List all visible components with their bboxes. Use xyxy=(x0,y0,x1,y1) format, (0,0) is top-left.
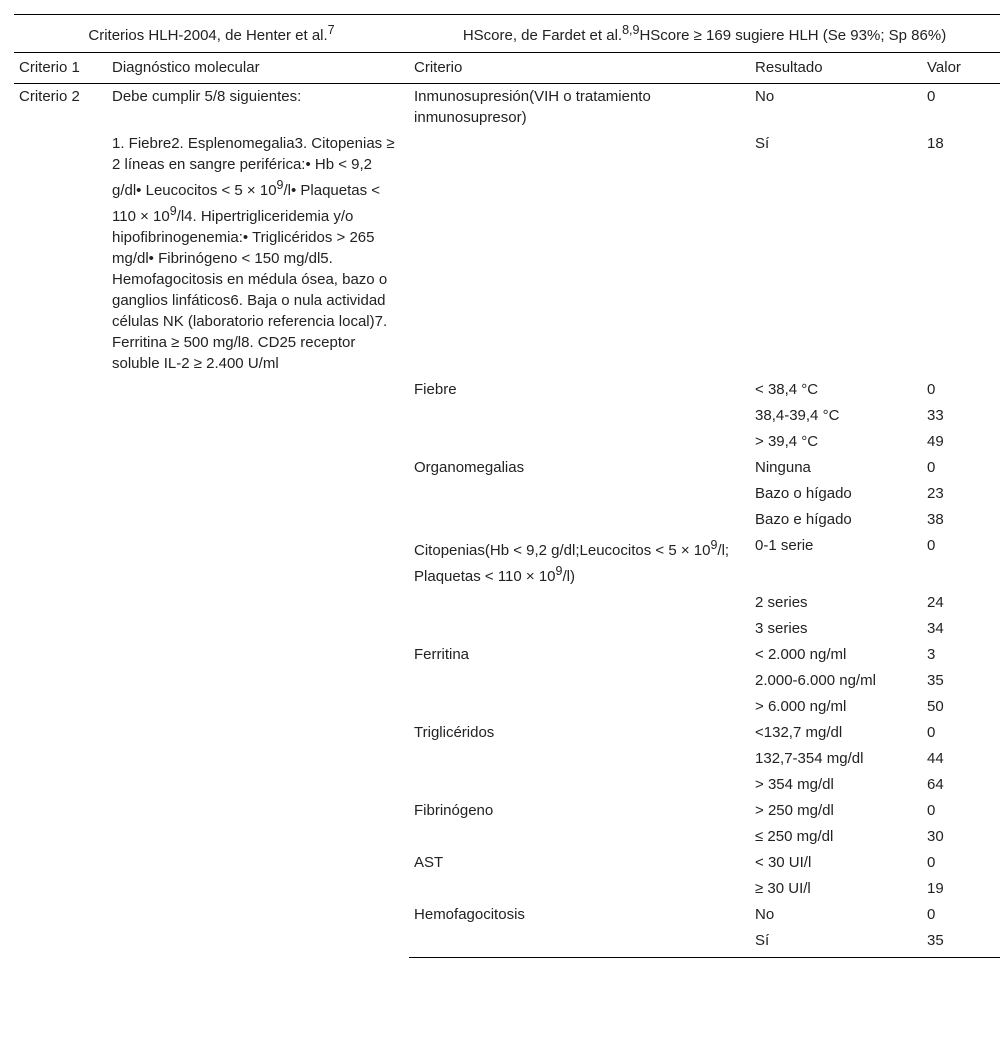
hscore-value: 0 xyxy=(927,88,936,105)
hscore-result: No xyxy=(755,88,775,105)
hscore-criterion: Fibrinógeno xyxy=(414,802,494,819)
hscore-result: 0-1 serie xyxy=(755,537,814,554)
hscore-criterion xyxy=(409,668,750,694)
criterio-2-cell: Criterio 2 xyxy=(19,88,80,105)
superscript: 9 xyxy=(169,204,177,218)
hscore-group-header xyxy=(409,15,1000,53)
hscore-criterion xyxy=(409,403,750,429)
col-criterio: Criterio xyxy=(409,53,750,84)
hscore-criterion xyxy=(409,694,750,720)
superscript: 9 xyxy=(555,564,563,578)
hscore-value: 44 xyxy=(927,750,944,767)
hscore-criterion xyxy=(409,616,750,642)
criteria-list xyxy=(107,131,409,377)
hscore-result: ≥ 30 UI/l xyxy=(755,880,811,897)
superscript: 9 xyxy=(710,538,718,552)
hscore-criterion xyxy=(409,928,750,958)
group-header-row xyxy=(14,15,1000,53)
hscore-result: > 39,4 °C xyxy=(755,433,819,450)
hscore-value: 38 xyxy=(927,511,944,528)
hscore-result: Bazo e hígado xyxy=(755,511,852,528)
hscore-value: 50 xyxy=(927,698,944,715)
hscore-criterion xyxy=(409,746,750,772)
column-header-row xyxy=(14,53,1000,84)
col-diagnostico-molecular: Diagnóstico molecular xyxy=(107,53,409,84)
superscript: 9 xyxy=(276,178,284,192)
hscore-result: Sí xyxy=(755,135,770,152)
hscore-value: 33 xyxy=(927,407,944,424)
hscore-result: 2 series xyxy=(755,594,808,611)
hscore-value: 0 xyxy=(927,381,936,398)
hscore-title: HScore, de Fardet et al. xyxy=(462,27,623,44)
empty-cell xyxy=(107,377,409,958)
table-row xyxy=(14,84,1000,132)
col-criterio-1: Criterio 1 xyxy=(14,53,107,84)
hscore-criterion xyxy=(409,824,750,850)
hscore-result: ≤ 250 mg/dl xyxy=(755,828,834,845)
text-fragment: 1. Fiebre2. Esplenomegalia3. Citopenias ≥ 2 líneas en sangre periférica:• Hb < 9,2 g/dl• Leucocitos < 5 × 10 xyxy=(112,135,395,199)
hscore-value: 3 xyxy=(927,646,936,663)
hscore-result: Bazo o hígado xyxy=(755,485,852,502)
hscore-criterion xyxy=(409,481,750,507)
hscore-value: 24 xyxy=(927,594,944,611)
hscore-criterion: Organomegalias xyxy=(414,459,525,476)
hscore-result: 3 series xyxy=(755,620,808,637)
hscore-criterion: Inmunosupresión(VIH o tratamiento inmunosupresor) xyxy=(414,88,651,126)
hscore-criterion xyxy=(409,533,750,590)
hscore-criterion: Ferritina xyxy=(414,646,470,663)
hscore-criterion xyxy=(409,876,750,902)
hscore-value: 19 xyxy=(927,880,944,897)
table-row xyxy=(14,377,1000,403)
hscore-value: 49 xyxy=(927,433,944,450)
hscore-value: 0 xyxy=(927,724,936,741)
hscore-value: 18 xyxy=(927,135,944,152)
hscore-criterion xyxy=(409,507,750,533)
hscore-result: Ninguna xyxy=(755,459,811,476)
left-group-ref: 7 xyxy=(327,23,335,37)
hscore-result: No xyxy=(755,906,775,923)
hscore-ref: 8,9 xyxy=(622,23,640,37)
hscore-result: < 38,4 °C xyxy=(755,381,819,398)
hscore-criterion xyxy=(409,131,750,377)
hscore-value: 0 xyxy=(927,459,936,476)
text-fragment: Citopenias(Hb < 9,2 g/dl;Leucocitos < 5 × 10 xyxy=(414,542,711,559)
hscore-criterion: Fiebre xyxy=(414,381,457,398)
hscore-result: < 30 UI/l xyxy=(755,854,812,871)
hscore-criterion: Hemofagocitosis xyxy=(414,906,525,923)
hscore-criterion xyxy=(409,429,750,455)
hscore-result: > 354 mg/dl xyxy=(755,776,834,793)
hscore-result: 132,7-354 mg/dl xyxy=(755,750,864,767)
text-fragment: /l) xyxy=(562,568,575,585)
hscore-criterion xyxy=(409,590,750,616)
hscore-criterion: AST xyxy=(414,854,444,871)
hscore-result: > 6.000 ng/ml xyxy=(755,698,847,715)
table-row xyxy=(14,131,1000,377)
hscore-criterion: Triglicéridos xyxy=(414,724,495,741)
hlh2004-group-header: Criterios HLH-2004, de Henter et al.$^7$ xyxy=(14,15,409,53)
hscore-result: 2.000-6.000 ng/ml xyxy=(755,672,876,689)
col-resultado: Resultado xyxy=(750,53,922,84)
hlh-criteria-table xyxy=(14,14,1000,958)
text-fragment: /l• Plaquetas < 110 × 10 xyxy=(112,182,381,225)
hscore-value: 0 xyxy=(927,906,936,923)
text-fragment: /l; Plaquetas < 110 × 10 xyxy=(414,542,730,585)
hscore-result: > 250 mg/dl xyxy=(755,802,834,819)
hscore-value: 0 xyxy=(927,854,936,871)
col-valor: Valor xyxy=(922,53,1000,84)
hscore-value: 34 xyxy=(927,620,944,637)
hscore-value: 35 xyxy=(922,928,1000,958)
hscore-result: < 2.000 ng/ml xyxy=(755,646,847,663)
hscore-value: 0 xyxy=(927,802,936,819)
hscore-value: 35 xyxy=(927,672,944,689)
hscore-value: 64 xyxy=(927,776,944,793)
text-fragment: /l4. Hipertrigliceridemia y/o hipofibrinogenemia:• Triglicéridos > 265 mg/dl• Fibrinógeno < 150 mg/dl5. Hemofagocitosis en médula ósea, bazo o ganglios linfáticos6. Baja o nula actividad células NK (laboratorio referencia local)7. Ferritina ≥ 500 mg/l8. CD25 receptor soluble IL-2 ≥ 2.400 U/ml xyxy=(112,208,388,372)
hscore-result: 38,4-39,4 °C xyxy=(755,407,840,424)
hscore-threshold: HScore ≥ 169 sugiere HLH (Se 93%; Sp 86%) xyxy=(639,27,947,44)
hscore-value: 30 xyxy=(927,828,944,845)
hscore-criterion xyxy=(409,772,750,798)
hscore-result: <132,7 mg/dl xyxy=(755,724,843,741)
criteria-intro: Debe cumplir 5/8 siguientes: xyxy=(112,88,302,105)
hscore-value: 23 xyxy=(927,485,944,502)
hscore-result: Sí xyxy=(750,928,922,958)
hscore-value: 0 xyxy=(927,537,936,554)
